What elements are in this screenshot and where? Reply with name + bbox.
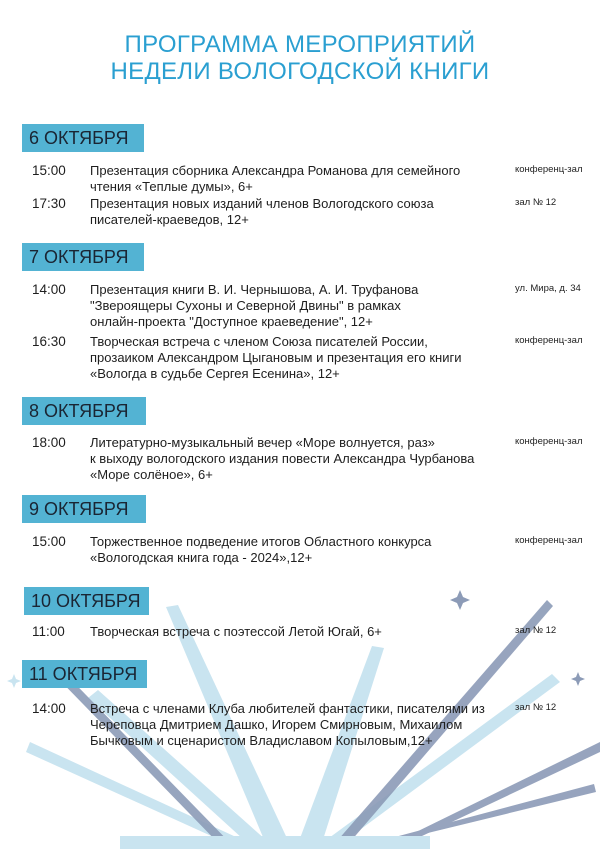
event-time: 18:00 [32, 435, 66, 450]
decor-ray [408, 742, 600, 836]
event-description: Презентация сборника Александра Романова для семейного чтения «Теплые думы», 6+ [90, 163, 461, 194]
event-description: Презентация новых изданий членов Вологодского союза писателей-краеведов, 12+ [90, 196, 434, 227]
event-venue: конференц-зал [515, 535, 583, 546]
event-time: 15:00 [32, 534, 66, 549]
event-description: Творческая встреча с членом Союза писателей России, прозаиком Александром Цыгановым и презентация его книги «Вологда в судьбе Сергея Есенина», 12+ [90, 334, 462, 381]
event-time: 17:30 [32, 196, 66, 211]
event-description: Литературно-музыкальный вечер «Море волнуется, раз» к выходу вологодского издания повести Александра Чурбанова «Море солёное», 6+ [90, 435, 475, 482]
event-time: 16:30 [32, 334, 66, 349]
page-title [0, 31, 600, 85]
day-header-oct-6: 6 ОКТЯБРЯ [22, 124, 144, 152]
day-header-oct-11: 11 ОКТЯБРЯ [22, 660, 147, 688]
event-venue: конференц-зал [515, 164, 583, 175]
decor-base [120, 836, 430, 849]
event-venue: зал № 12 [515, 702, 557, 713]
event-description: Презентация книги В. И. Чернышова, А. И. Труфанова "Звероящеры Сухоны и Северной Двины" в рамках онлайн-проекта "Доступное краеведение", 12+ [90, 282, 419, 329]
event-venue: зал № 12 [515, 197, 557, 208]
event-time: 15:00 [32, 163, 66, 178]
event-description: Встреча с членами Клуба любителей фантастики, писателями из Череповца Дмитрием Дашко, Игорем Смирновым, Михаилом Бычковым и сценаристом Владиславом Копыловым,12+ [90, 701, 485, 748]
event-description: Творческая встреча с поэтессой Летой Югай, 6+ [90, 624, 382, 639]
event-time: 11:00 [32, 624, 65, 639]
event-venue: конференц-зал [515, 436, 583, 447]
decor-star [571, 672, 585, 686]
event-time: 14:00 [32, 701, 66, 716]
event-venue: конференц-зал [515, 335, 583, 346]
event-time: 14:00 [32, 282, 66, 297]
title-line-1: ПРОГРАММА МЕРОПРИЯТИЙ [124, 31, 476, 58]
event-venue: ул. Мира, д. 34 [515, 283, 581, 294]
day-header-oct-10: 10 ОКТЯБРЯ [24, 587, 149, 615]
event-venue: зал № 12 [515, 625, 557, 636]
day-header-oct-9: 9 ОКТЯБРЯ [22, 495, 146, 523]
day-header-oct-7: 7 ОКТЯБРЯ [22, 243, 144, 271]
title-line-2: НЕДЕЛИ ВОЛОГОДСКОЙ КНИГИ [110, 58, 490, 85]
decor-star [7, 674, 21, 688]
decor-star [450, 590, 470, 610]
event-description: Торжественное подведение итогов Областного конкурса «Вологодская книга года - 2024»,12+ [90, 534, 432, 565]
day-header-oct-8: 8 ОКТЯБРЯ [22, 397, 146, 425]
